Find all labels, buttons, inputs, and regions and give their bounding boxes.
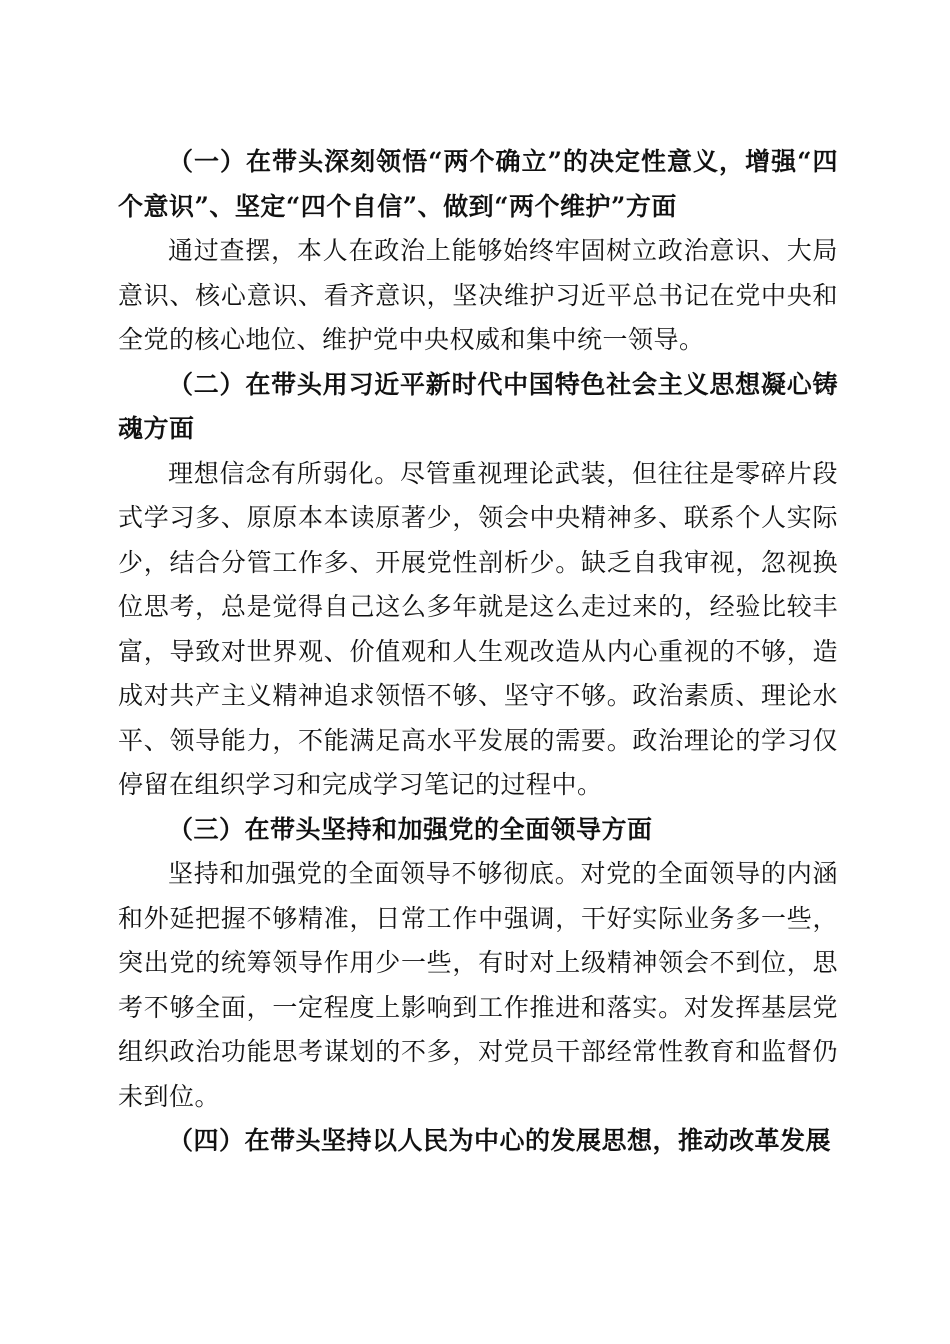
section-1-body: 通过查摆，本人在政治上能够始终牢固树立政治意识、大局意识、核心意识、看齐意识，坚决维护习近平总书记在党中央和全党的核心地位、维护党中央权威和集中统一领导。 [118,236,838,354]
section-2-heading: （二）在带头用习近平新时代中国特色社会主义思想凝心铸魂方面 [118,369,838,443]
section-4-heading: （四）在带头坚持以人民为中心的发展思想，推动改革发展 [168,1126,832,1155]
section-2-body: 理想信念有所弱化。尽管重视理论武装，但往往是零碎片段式学习多、原原本本读原著少，领会中央精神多、联系个人实际少，结合分管工作多、开展党性剖析少。缺乏自我审视，忽视换位思考，总是觉得自己这么多年就是这么走过来的，经验比较丰富，导致对世界观、价值观和人生观改造从内心重视的不够，造成对共产主义精神追求领悟不够、坚守不够。政治素质、理论水平、领导能力，不能满足高水平发展的需要。政治理论的学习仅停留在组织学习和完成学习笔记的过程中。 [118,458,838,799]
section-1-heading: （一）在带头深刻领悟“两个确立”的决定性意义，增强“四个意识”、坚定“四个自信”、做到“两个维护”方面 [118,147,838,221]
document-page [118,140,838,1164]
section-3-body: 坚持和加强党的全面领导不够彻底。对党的全面领导的内涵和外延把握不够精准，日常工作中强调，干好实际业务多一些，突出党的统筹领导作用少一些，有时对上级精神领会不到位，思考不够全面，一定程度上影响到工作推进和落实。对发挥基层党组织政治功能思考谋划的不多，对党员干部经常性教育和监督仍未到位。 [118,859,838,1111]
section-3-heading: （三）在带头坚持和加强党的全面领导方面 [168,814,653,844]
